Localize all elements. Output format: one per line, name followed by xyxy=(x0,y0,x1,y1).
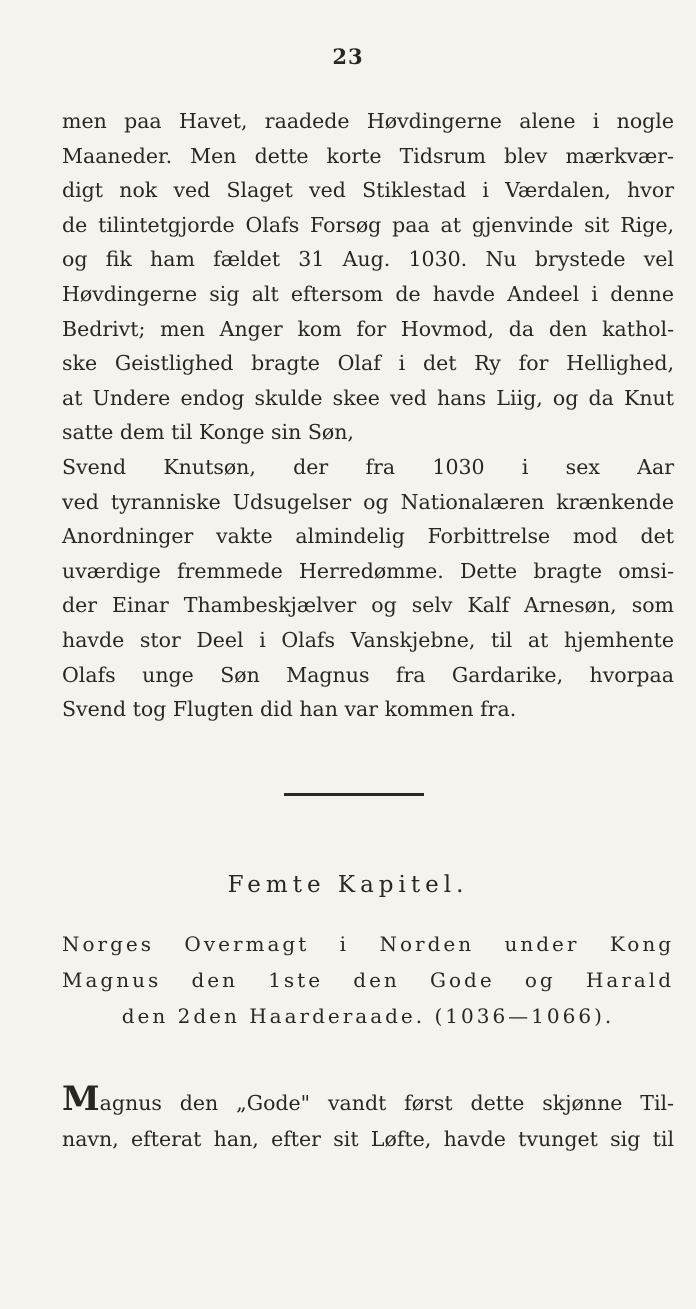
chapter-title: Femte Kapitel. xyxy=(227,872,469,898)
text-line: men paa Havet, raadede Høvdingerne alene i nogle xyxy=(62,109,674,133)
text-line: og fik ham fældet 31 Aug. 1030. Nu brystede vel xyxy=(62,247,674,272)
subtitle-line: den 2den Haarderaade. (1036—1066). xyxy=(121,1004,615,1028)
text-line xyxy=(62,1079,674,1120)
text-line: satte dem til Konge sin Søn, xyxy=(62,420,354,445)
section-divider xyxy=(284,793,424,796)
text-line: Svend tog Flugten did han var kommen fra. xyxy=(62,697,517,722)
text-line: de tilintetgjorde Olafs Forsøg paa at gjenvinde sit Rige, xyxy=(62,212,674,237)
text-line: navn, efterat han, efter sit Løfte, havde tvunget sig til xyxy=(62,1127,674,1151)
text-line: Bedrivt; men Anger kom for Hovmod, da den kathol- xyxy=(62,316,674,341)
text-line-rest: agnus den „Gode" vandt først dette skjønne Til- xyxy=(99,1091,674,1115)
text-line: at Undere endog skulde skee ved hans Liig, og da Knut xyxy=(62,385,674,410)
paragraph-1-and-2 xyxy=(62,104,674,727)
text-line: Svend Knutsøn, der fra 1030 i sex Aar xyxy=(62,454,674,479)
text-line: Olafs unge Søn Magnus fra Gardarike, hvorpaa xyxy=(62,662,674,687)
text-line: ske Geistlighed bragte Olaf i det Ry for Hellighed, xyxy=(62,351,674,376)
text-line: Høvdingerne sig alt eftersom de havde Andeel i denne xyxy=(62,281,674,306)
paragraph-3 xyxy=(62,1079,674,1158)
text-line: Anordninger vakte almindelig Forbittrelse mod det xyxy=(62,524,674,549)
chapter-subtitle xyxy=(62,926,674,1034)
text-line: ved tyranniske Udsugelser og Nationalæren krænkende xyxy=(62,489,674,514)
text-line: der Einar Thambeskjælver og selv Kalf Arnesøn, som xyxy=(62,593,674,618)
text-line: uværdige fremmede Herredømme. Dette bragte omsi- xyxy=(62,558,674,583)
text-line: digt nok ved Slaget ved Stiklestad i Værdalen, hvor xyxy=(62,178,674,203)
subtitle-line: Norges Overmagt i Norden under Kong xyxy=(62,932,674,956)
text-line: havde stor Deel i Olafs Vanskjebne, til at hjemhente xyxy=(62,627,674,652)
drop-capital: M xyxy=(62,1079,100,1119)
text-line: Maaneder. Men dette korte Tidsrum blev mærkvær- xyxy=(62,143,674,168)
page-number: 23 xyxy=(332,44,364,69)
subtitle-line: Magnus den 1ste den Gode og Harald xyxy=(62,968,674,992)
